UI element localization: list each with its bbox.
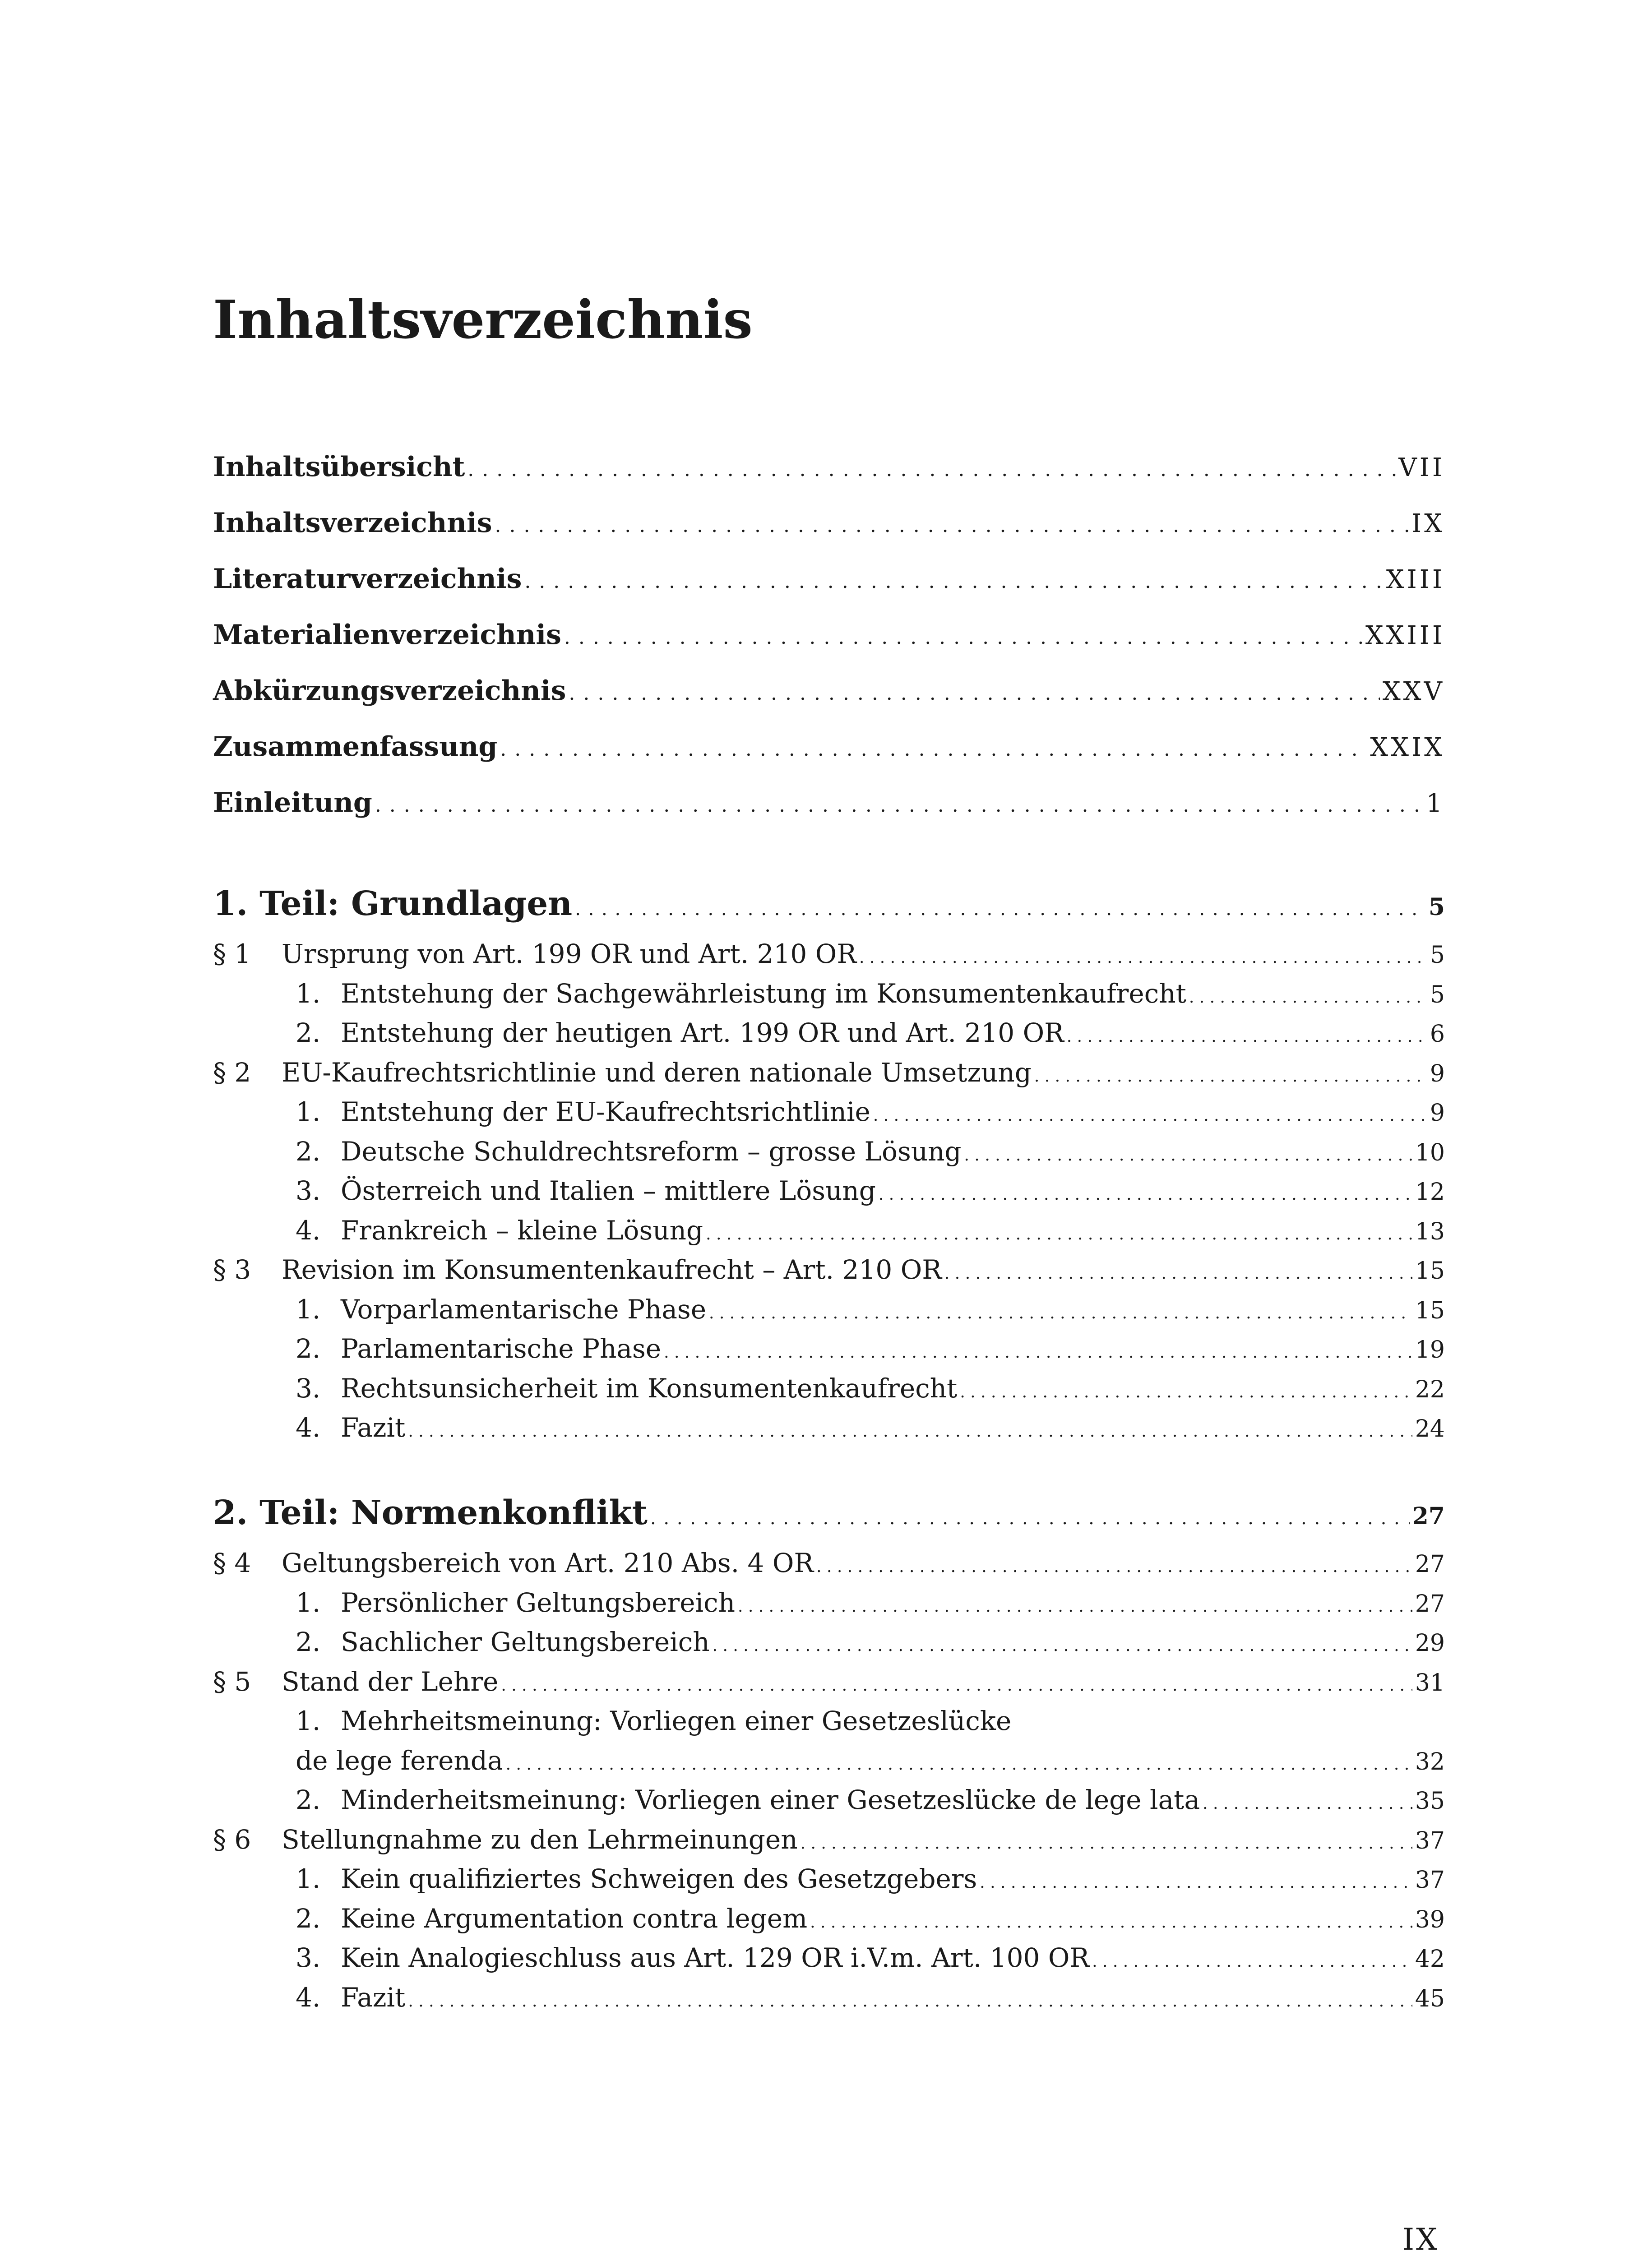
- subsection-label: Rechtsunsicherheit im Konsumentenkaufrecht: [341, 1373, 958, 1404]
- subsection-page: 29: [1415, 1630, 1445, 1657]
- toc-entry-label: Literaturverzeichnis: [213, 563, 522, 595]
- section-label: EU-Kaufrechtsrichtlinie und deren nationale Umsetzung: [282, 1057, 1032, 1088]
- toc-subsection[interactable]: [213, 1784, 1445, 1824]
- subsection-number: 1.: [296, 1587, 321, 1618]
- section-number: § 1: [213, 938, 251, 969]
- dot-leader: [664, 1343, 1412, 1362]
- toc-entry-page: XXIX: [1370, 733, 1445, 762]
- dot-leader: [713, 1637, 1412, 1655]
- toc-entry-label: Einleitung: [213, 787, 372, 818]
- page-title: Inhaltsverzeichnis: [213, 289, 753, 351]
- toc-subsection[interactable]: [213, 1333, 1445, 1373]
- dot-leader: [980, 1873, 1412, 1892]
- toc-entry-label: Zusammenfassung: [213, 731, 498, 763]
- subsection-page: 19: [1415, 1336, 1445, 1364]
- toc-subsection[interactable]: [213, 1412, 1445, 1452]
- subsection-number: 1.: [296, 1096, 321, 1127]
- dot-leader: [706, 1225, 1412, 1244]
- dot-leader: [1067, 1027, 1427, 1046]
- dot-leader: [873, 1106, 1427, 1125]
- toc-section[interactable]: [213, 1548, 1445, 1587]
- section-page: 31: [1415, 1669, 1445, 1697]
- subsection-label: Deutsche Schuldrechtsreform – grosse Lösung: [341, 1136, 962, 1167]
- dot-leader: [879, 1185, 1412, 1204]
- dot-leader: [569, 682, 1379, 705]
- dot-leader: [709, 1304, 1412, 1322]
- dot-leader: [816, 1558, 1412, 1576]
- section-label: Stand der Lehre: [282, 1666, 499, 1697]
- toc-section[interactable]: [213, 1254, 1445, 1294]
- toc-subsection-continuation[interactable]: [213, 1745, 1445, 1785]
- dot-leader: [375, 794, 1424, 817]
- dot-leader: [944, 1264, 1412, 1283]
- subsection-label: Sachlicher Geltungsbereich: [341, 1627, 710, 1657]
- subsection-page: 10: [1415, 1139, 1445, 1166]
- part-heading-label: 1. Teil: Grundlagen: [213, 884, 573, 923]
- subsection-number: 2.: [296, 1136, 321, 1167]
- section-page: 15: [1415, 1257, 1445, 1285]
- subsection-label: Minderheitsmeinung: Vorliegen einer Gesetzeslücke de lege lata: [341, 1784, 1200, 1815]
- toc-subsection-first-line[interactable]: [213, 1706, 1445, 1745]
- dot-leader: [467, 458, 1396, 481]
- subsection-label: Kein qualifiziertes Schweigen des Gesetzgebers: [341, 1863, 977, 1894]
- toc-part-2: [213, 1493, 1445, 2021]
- subsection-number: 4.: [296, 1412, 321, 1443]
- subsection-page: 9: [1430, 1100, 1445, 1127]
- toc-subsection[interactable]: [213, 1627, 1445, 1666]
- subsection-number: 2.: [296, 1903, 321, 1934]
- toc-entry[interactable]: [213, 619, 1445, 675]
- toc-subsection[interactable]: [213, 1175, 1445, 1215]
- dot-leader: [408, 1422, 1412, 1441]
- subsection-page: 42: [1415, 1946, 1445, 1973]
- toc-entry-page: IX: [1411, 509, 1445, 538]
- toc-subsection[interactable]: [213, 1294, 1445, 1334]
- toc-section[interactable]: [213, 1057, 1445, 1097]
- subsection-label: Keine Argumentation contra legem: [341, 1903, 808, 1934]
- subsection-label: Entstehung der Sachgewährleistung im Konsumentenkaufrecht: [341, 978, 1186, 1009]
- subsection-page: 5: [1430, 981, 1445, 1008]
- section-page: 37: [1415, 1827, 1445, 1854]
- toc-entry-page: VII: [1398, 453, 1445, 482]
- subsection-number: 1.: [296, 1294, 321, 1325]
- part-heading-page: 5: [1428, 893, 1445, 921]
- subsection-label: Fazit: [341, 1412, 406, 1443]
- toc-entry[interactable]: [213, 451, 1445, 507]
- section-label: Geltungsbereich von Art. 210 Abs. 4 OR: [282, 1548, 814, 1578]
- toc-entry-label: Materialienverzeichnis: [213, 619, 561, 651]
- subsection-page: 13: [1415, 1218, 1445, 1245]
- subsection-page: 24: [1415, 1415, 1445, 1442]
- subsection-page: 32: [1415, 1748, 1445, 1775]
- toc-entry[interactable]: [213, 787, 1445, 843]
- subsection-number: 4.: [296, 1215, 321, 1246]
- dot-leader: [801, 1834, 1412, 1853]
- section-page: 9: [1430, 1060, 1445, 1087]
- toc-subsection[interactable]: [213, 1587, 1445, 1627]
- toc-entry-page: XXIII: [1365, 621, 1445, 650]
- toc-subsection[interactable]: [213, 1215, 1445, 1255]
- dot-leader: [738, 1597, 1412, 1616]
- subsection-number: 2.: [296, 1627, 321, 1657]
- subsection-page: 27: [1415, 1590, 1445, 1618]
- subsection-number: 3.: [296, 1373, 321, 1404]
- dot-leader: [408, 1992, 1412, 2011]
- dot-leader: [810, 1913, 1412, 1932]
- toc-subsection[interactable]: [213, 1373, 1445, 1413]
- dot-leader: [964, 1146, 1412, 1165]
- section-number: § 5: [213, 1666, 251, 1697]
- section-label: Stellungnahme zu den Lehrmeinungen: [282, 1824, 798, 1855]
- toc-subsection[interactable]: [213, 1982, 1445, 2022]
- subsection-label: Kein Analogieschluss aus Art. 129 OR i.V.m. Art. 100 OR: [341, 1942, 1090, 1973]
- dot-leader: [1034, 1067, 1427, 1086]
- section-label: Ursprung von Art. 199 OR und Art. 210 OR: [282, 938, 856, 969]
- toc-entry-page: XIII: [1386, 565, 1445, 594]
- subsection-number: 3.: [296, 1175, 321, 1206]
- toc-entry-label: Inhaltsverzeichnis: [213, 507, 492, 539]
- subsection-number: 2.: [296, 1784, 321, 1815]
- toc-entry[interactable]: [213, 731, 1445, 787]
- toc-subsection[interactable]: [213, 1096, 1445, 1136]
- part-heading-label: 2. Teil: Normenkonflikt: [213, 1493, 648, 1532]
- subsection-page: 6: [1430, 1021, 1445, 1048]
- dot-leader: [1092, 1952, 1412, 1971]
- subsection-number: 2.: [296, 1333, 321, 1364]
- toc-subsection[interactable]: [213, 1136, 1445, 1176]
- subsection-number: 3.: [296, 1942, 321, 1973]
- dot-leader: [495, 514, 1409, 537]
- toc-entry[interactable]: [213, 563, 1445, 619]
- subsection-page: 15: [1415, 1297, 1445, 1324]
- toc-entry-label: Abkürzungsverzeichnis: [213, 675, 566, 707]
- subsection-page: 22: [1415, 1376, 1445, 1403]
- dot-leader: [960, 1383, 1412, 1401]
- toc-entry-page: 1: [1426, 789, 1445, 818]
- subsection-page: 45: [1415, 1985, 1445, 2012]
- section-number: § 2: [213, 1057, 251, 1088]
- toc-subsection[interactable]: [213, 1942, 1445, 1982]
- subsection-label: Fazit: [341, 1982, 406, 2013]
- subsection-label: Parlamentarische Phase: [341, 1333, 662, 1364]
- toc-entry-label: Inhaltsübersicht: [213, 451, 465, 483]
- toc-entry[interactable]: [213, 507, 1445, 563]
- toc-subsection[interactable]: [213, 1903, 1445, 1943]
- subsection-number: 1.: [296, 978, 321, 1009]
- subsection-number: 1.: [296, 1863, 321, 1894]
- dot-leader: [859, 948, 1427, 967]
- subsection-page: 39: [1415, 1906, 1445, 1933]
- subsection-label: Entstehung der EU-Kaufrechtsrichtlinie: [341, 1096, 870, 1127]
- dot-leader: [650, 1508, 1410, 1529]
- part-heading-page: 27: [1412, 1502, 1445, 1530]
- subsection-label: Vorparlamentarische Phase: [341, 1294, 707, 1325]
- toc-part-heading[interactable]: [213, 884, 1445, 938]
- toc-subsection[interactable]: [213, 1017, 1445, 1057]
- section-number: § 3: [213, 1254, 251, 1285]
- subsection-label: Österreich und Italien – mittlere Lösung: [341, 1175, 876, 1206]
- subsection-number: 2.: [296, 1017, 321, 1048]
- section-number: § 4: [213, 1548, 251, 1578]
- dot-leader: [1203, 1794, 1412, 1813]
- dot-leader: [524, 570, 1383, 593]
- dot-leader: [564, 626, 1363, 649]
- dot-leader: [501, 1676, 1412, 1695]
- subsection-page: 12: [1415, 1179, 1445, 1206]
- section-number: § 6: [213, 1824, 251, 1855]
- toc-entry[interactable]: [213, 675, 1445, 731]
- dot-leader: [575, 899, 1426, 920]
- dot-leader: [500, 738, 1367, 761]
- subsection-page: 37: [1415, 1867, 1445, 1894]
- section-label: Revision im Konsumentenkaufrecht – Art. 210 OR: [282, 1254, 942, 1285]
- toc-section[interactable]: [213, 938, 1445, 978]
- toc-subsection[interactable]: [213, 978, 1445, 1018]
- section-page: 27: [1415, 1551, 1445, 1578]
- section-page: 5: [1430, 942, 1445, 969]
- subsection-number: 1.: [296, 1706, 321, 1736]
- dot-leader: [1189, 988, 1427, 1007]
- subsection-number: 4.: [296, 1982, 321, 2013]
- toc-part-1: [213, 884, 1445, 1452]
- toc-front-matter: [213, 451, 1445, 843]
- toc-entry-page: XXV: [1382, 677, 1445, 706]
- toc-section[interactable]: [213, 1824, 1445, 1864]
- subsection-label: Persönlicher Geltungsbereich: [341, 1587, 735, 1618]
- toc-subsection[interactable]: [213, 1863, 1445, 1903]
- subsection-label: Frankreich – kleine Lösung: [341, 1215, 703, 1246]
- toc-section[interactable]: [213, 1666, 1445, 1706]
- subsection-label: Entstehung der heutigen Art. 199 OR und Art. 210 OR: [341, 1017, 1064, 1048]
- dot-leader: [506, 1755, 1412, 1774]
- subsection-label: Mehrheitsmeinung: Vorliegen einer Gesetzeslücke: [341, 1706, 1012, 1736]
- subsection-page: 35: [1415, 1788, 1445, 1815]
- toc-part-heading[interactable]: [213, 1493, 1445, 1548]
- subsection-label-continued: de lege ferenda: [296, 1745, 503, 1776]
- page-number: IX: [1402, 2222, 1439, 2256]
